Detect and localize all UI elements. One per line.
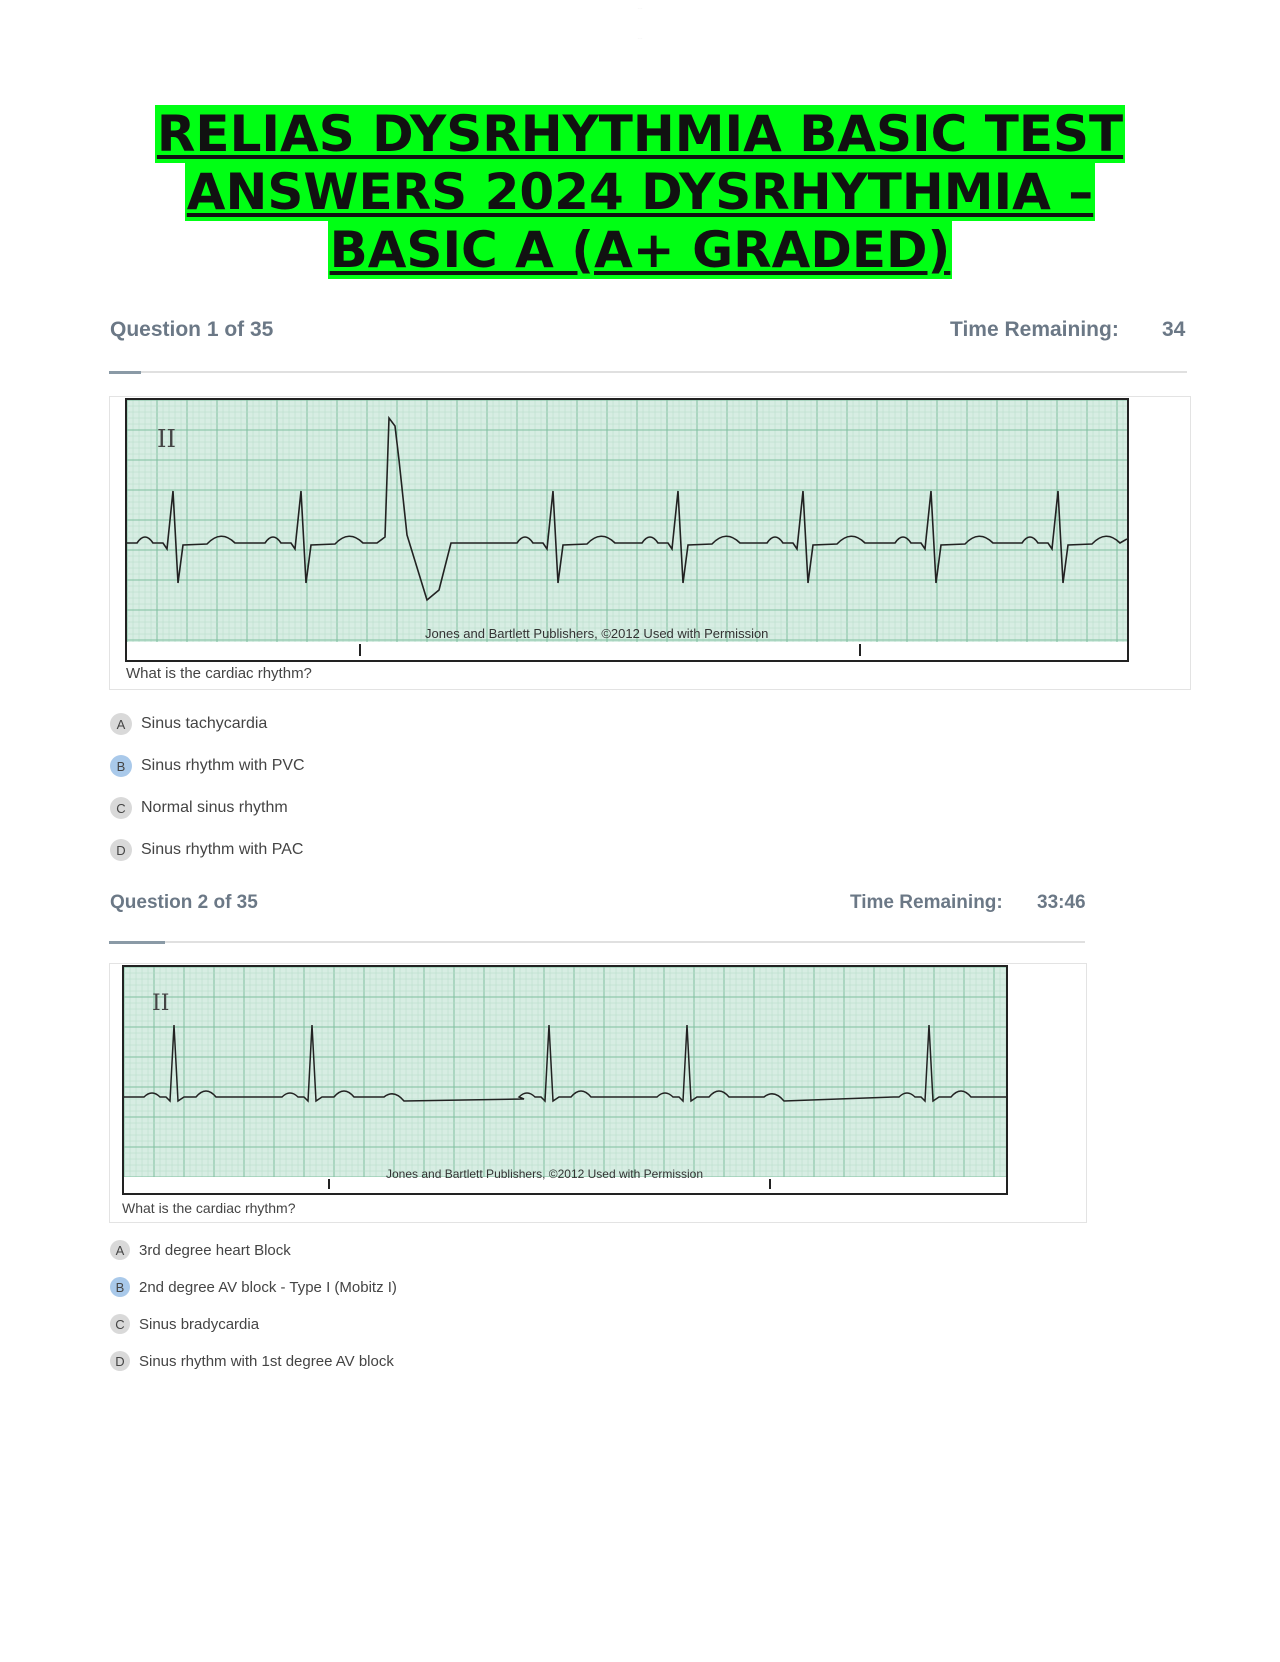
- question-1-progress-bar: [109, 371, 141, 374]
- question-2-time-label: Time Remaining:: [850, 892, 1003, 913]
- option-badge: A: [110, 1240, 130, 1260]
- question-1-credit: Jones and Bartlett Publishers, ©2012 Used with Permission: [425, 626, 769, 641]
- option-label: Sinus bradycardia: [139, 1315, 260, 1333]
- option-badge: C: [110, 1314, 130, 1334]
- question-2-progress-bar: [109, 941, 165, 944]
- question-2-time-value: 33:46: [1037, 892, 1086, 913]
- question-2-option-b[interactable]: [110, 1277, 397, 1297]
- title-line-3: BASIC A (A+ GRADED): [329, 221, 951, 279]
- question-2-option-d[interactable]: [110, 1351, 394, 1371]
- option-badge: C: [110, 797, 132, 819]
- question-1-option-c[interactable]: [110, 797, 288, 819]
- option-badge: A: [110, 713, 132, 735]
- question-1-option-d[interactable]: [110, 839, 303, 861]
- header-mark-2: · · ·: [637, 36, 643, 40]
- question-1-option-a[interactable]: [110, 713, 267, 735]
- option-badge-selected: B: [110, 1277, 130, 1297]
- option-badge: D: [110, 1351, 130, 1371]
- question-2-credit: Jones and Bartlett Publishers, ©2012 Used with Permission: [386, 1167, 703, 1181]
- question-1-header: Question 1 of 35: [110, 318, 274, 341]
- question-1-ecg-svg: [127, 400, 1127, 660]
- option-label: Sinus rhythm with 1st degree AV block: [139, 1352, 394, 1370]
- header-mark-1: · · ·: [637, 6, 643, 10]
- question-1-time-label: Time Remaining:: [950, 318, 1119, 341]
- question-2-ecg-svg: [124, 967, 1006, 1193]
- option-label: 3rd degree heart Block: [139, 1241, 291, 1259]
- question-1-prompt: What is the cardiac rhythm?: [126, 665, 312, 682]
- title-line-2: ANSWERS 2024 DYSRHYTHMIA –: [186, 163, 1094, 221]
- option-label: Sinus tachycardia: [141, 715, 268, 732]
- strip-footer: [127, 642, 1127, 660]
- question-2-option-c[interactable]: [110, 1314, 259, 1334]
- question-2-progress-rule: [109, 941, 1085, 943]
- option-badge-selected: B: [110, 755, 132, 777]
- question-1-progress-rule: [109, 371, 1187, 373]
- title-line-1: RELIAS DYSRHYTHMIA BASIC TEST: [156, 105, 1124, 163]
- option-label: Sinus rhythm with PAC: [141, 841, 304, 858]
- question-1-lead-label: II: [157, 425, 176, 453]
- option-badge: D: [110, 839, 132, 861]
- option-label: Normal sinus rhythm: [141, 799, 288, 816]
- question-1-option-b[interactable]: [110, 755, 305, 777]
- option-label: Sinus rhythm with PVC: [141, 757, 305, 774]
- question-2-card: [109, 963, 1087, 1223]
- question-2-lead-label: II: [152, 991, 170, 1016]
- ecg-grid: [127, 400, 1127, 642]
- option-label: 2nd degree AV block - Type I (Mobitz I): [139, 1278, 397, 1296]
- question-2-option-a[interactable]: [110, 1240, 291, 1260]
- question-2-prompt: What is the cardiac rhythm?: [122, 1200, 296, 1216]
- question-1-time-value: 34: [1162, 318, 1186, 341]
- document-title: [0, 105, 1280, 279]
- ecg-grid: [124, 967, 1006, 1177]
- question-2-ecg-strip: [122, 965, 1008, 1195]
- question-1-card: [109, 396, 1191, 690]
- question-2-header: Question 2 of 35: [110, 892, 258, 913]
- question-1-ecg-strip: [125, 398, 1129, 662]
